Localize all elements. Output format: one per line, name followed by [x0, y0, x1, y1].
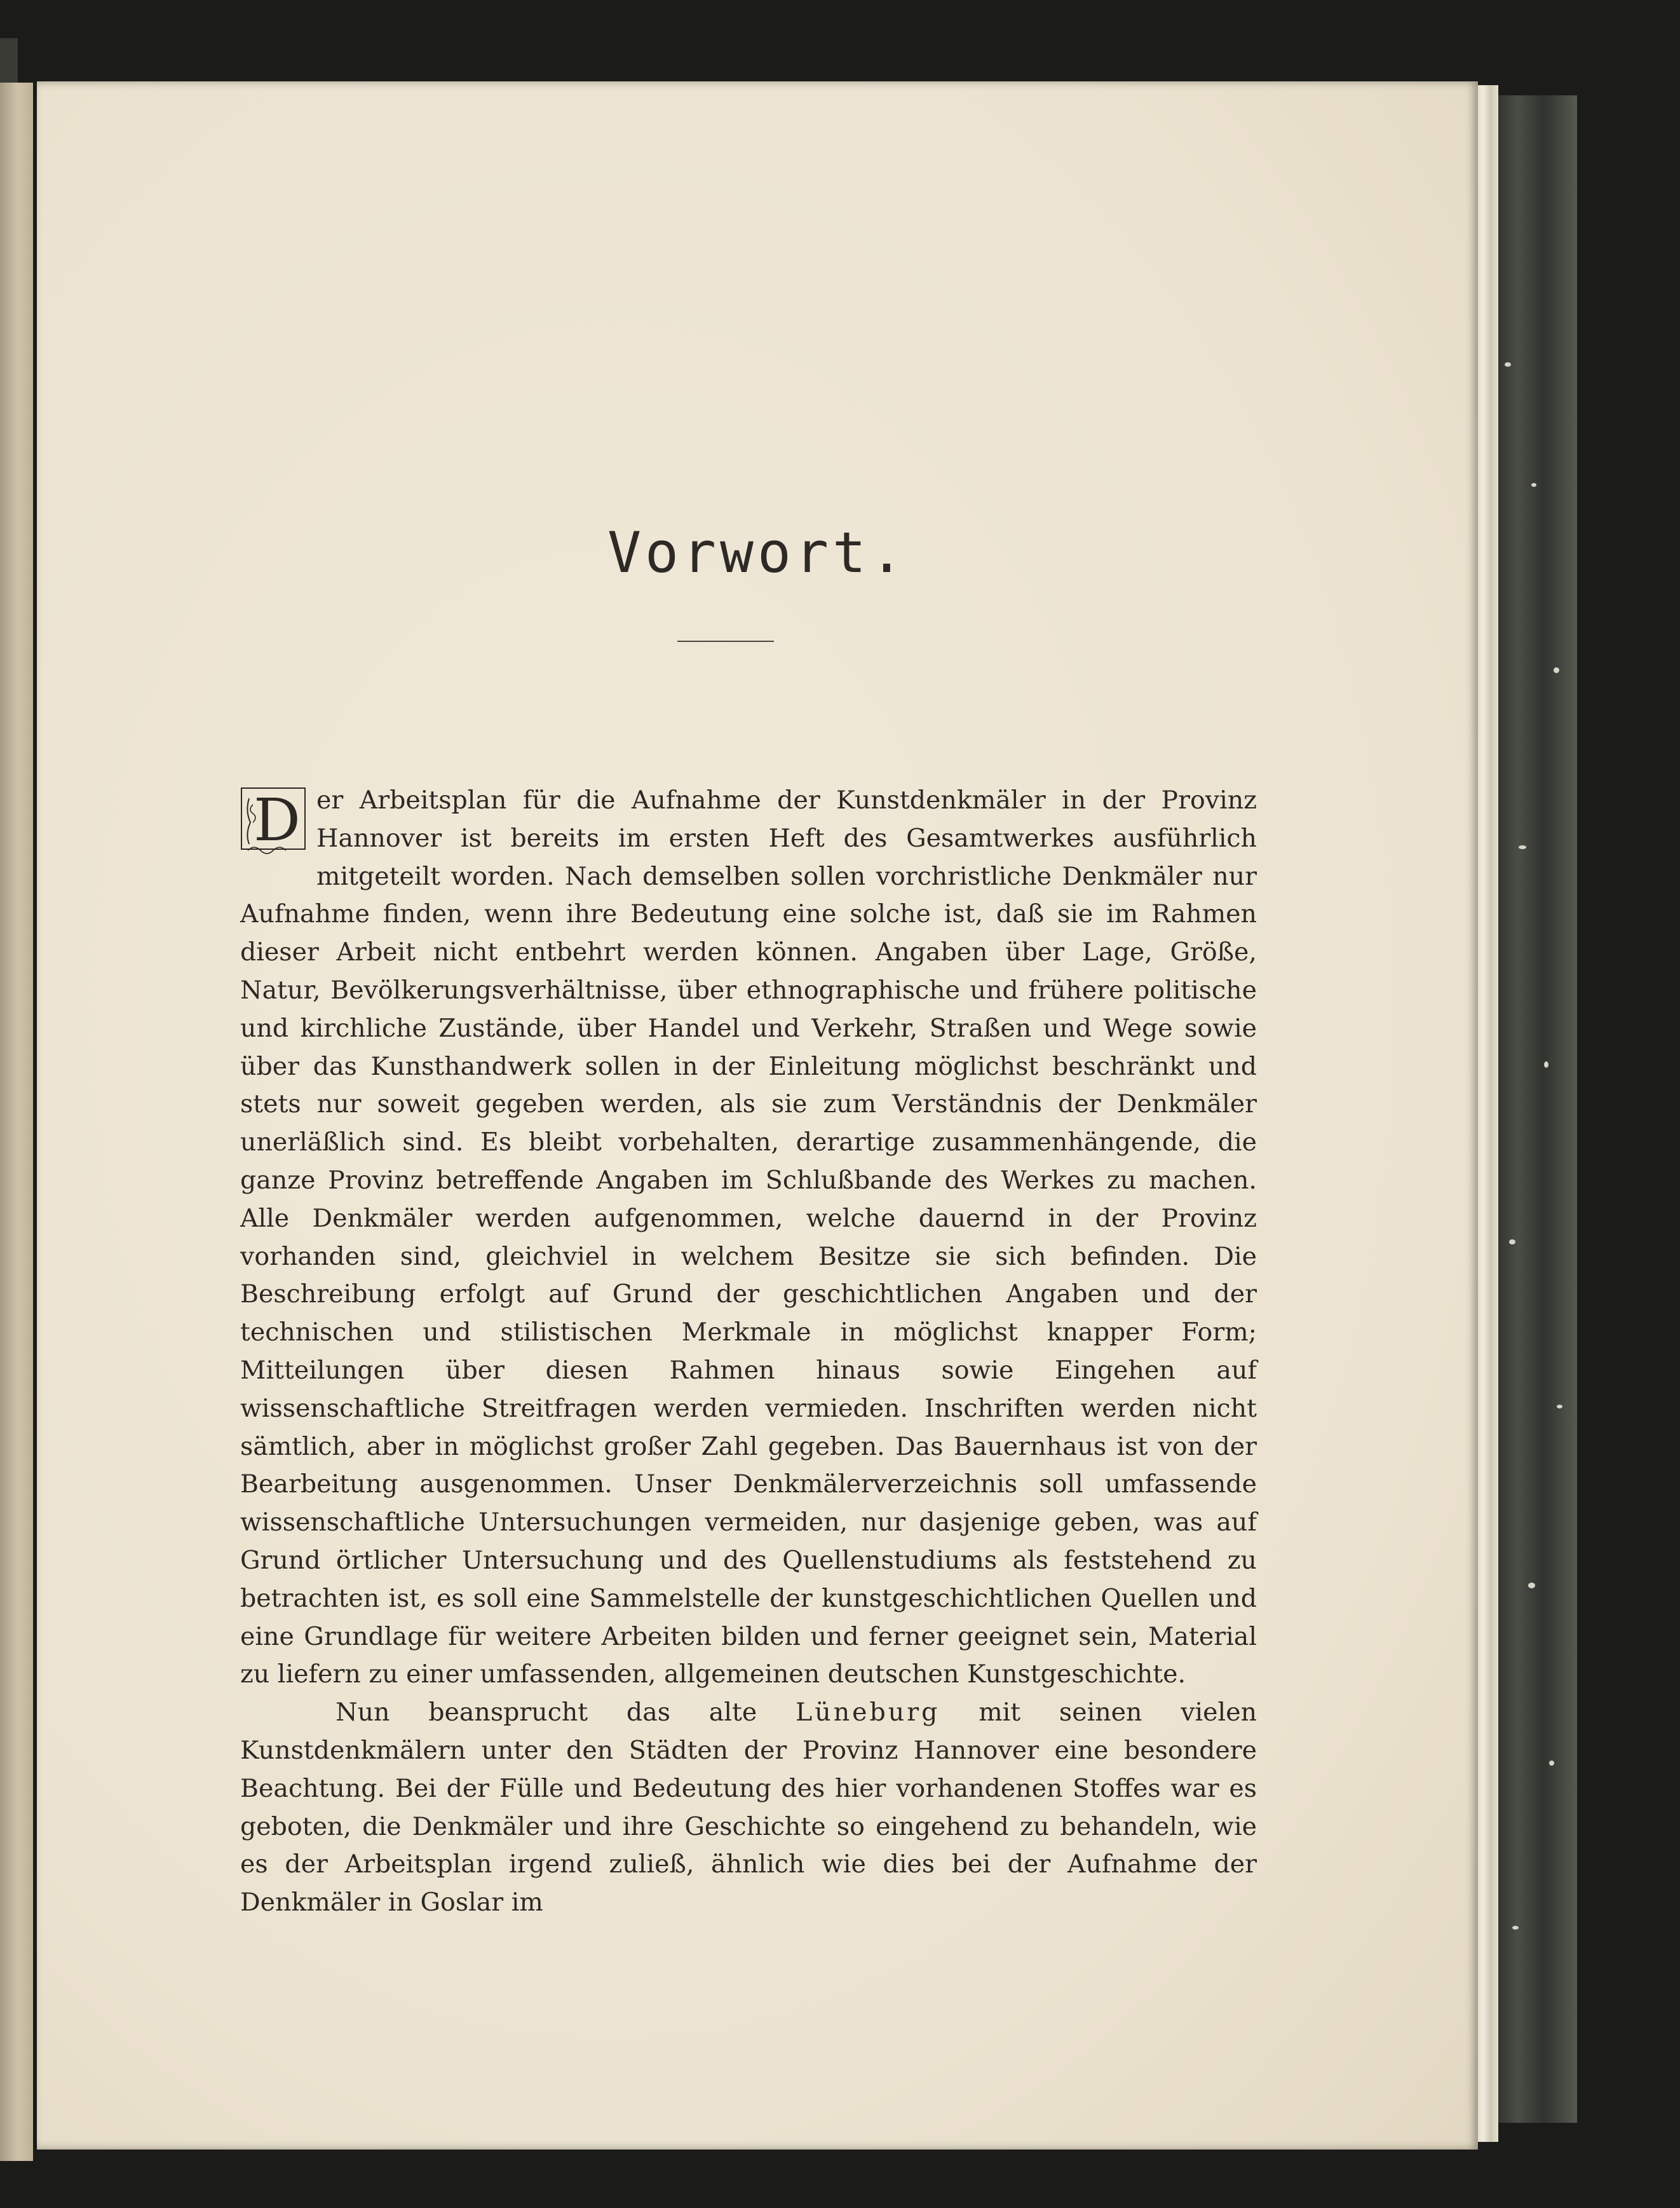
book-page: [37, 81, 1478, 2150]
paragraph-1: [240, 782, 1257, 1694]
paragraph-2-rest: mit seinen vielen Kunstdenkmälern unter den Städten der Provinz Hannover eine besondere Beachtung. Bei der Fülle und Bedeutung des hier vorhandenen Stoffes war es geboten, die Denkmäler und ihre Geschichte so eingehend zu behandeln, wie es der Arbeitsplan irgend zuließ, ähnlich wie dies bei der Aufnahme der Denkmäler in Goslar im: [240, 1698, 1257, 1918]
spaced-place-name: Lüneburg: [796, 1698, 940, 1728]
paragraph-2: [240, 1694, 1257, 1922]
left-page-edge: [0, 83, 33, 2161]
decorated-initial: [239, 786, 308, 858]
title-divider: [677, 641, 774, 642]
paragraph-1-text: er Arbeitsplan für die Aufnahme der Kunstdenkmäler in der Provinz Hannover ist bereits im ersten Heft des Gesamtwerkes ausführlich mitgeteilt worden. Nach demselben sollen vorchristliche Denkmäler nur Aufnahme finden, wenn ihre Bedeutung eine solche ist, daß sie im Rahmen dieser Arbeit nicht entbehrt werden können. Angaben über Lage, Größe, Natur, Bevölkerungsverhältnisse, über ethnographische und frühere politische und kirchliche Zustände, über Handel und Verkehr, Straßen und Wege sowie über das Kunsthandwerk sollen in der Einleitung möglichst beschränkt und stets nur soweit gegeben werden, als sie zum Verständnis der Denkmäler unerläßlich sind. Es bleibt vorbehalten, derartige zusammenhängende, die ganze Provinz betreffende Angaben im Schlußbande des Werkes zu machen. Alle Denkmäler werden aufgenommen, welche dauernd in der Provinz vorhanden sind, gleichviel in welchem Besitze sie sich befinden. Die Beschreibung erfolgt auf Grund der geschichtlichen Angaben und der technischen und stilistischen Merkmale in möglichst knapper Form; Mitteilungen über diesen Rahmen hinaus sowie Eingehen auf wissenschaftliche Streitfragen werden vermieden. Inschriften werden nicht sämtlich, aber in möglichst großer Zahl gegeben. Das Bauernhaus ist von der Bearbeitung ausgenommen. Unser Denkmälerverzeichnis soll umfassende wissenschaftliche Untersuchungen vermeiden, nur dasjenige geben, was auf Grund örtlicher Untersuchung und des Quellenstudiums als feststehend zu betrachten ist, es soll eine Sammelstelle der kunstgeschichtlichen Quellen und eine Grundlage für weitere Arbeiten bilden und ferner geeignet sein, Material zu liefern zu einer umfassenden, allgemeinen deutschen Kunstgeschichte.: [240, 786, 1257, 1689]
left-binding: [0, 38, 18, 89]
body-text: [240, 782, 1257, 1922]
book-cover-edge: [1493, 95, 1577, 2123]
dropcap-letter: D: [254, 786, 301, 854]
paragraph-2-start: Nun beansprucht das alte: [335, 1698, 757, 1728]
page-title: Vorwort.: [607, 520, 907, 585]
